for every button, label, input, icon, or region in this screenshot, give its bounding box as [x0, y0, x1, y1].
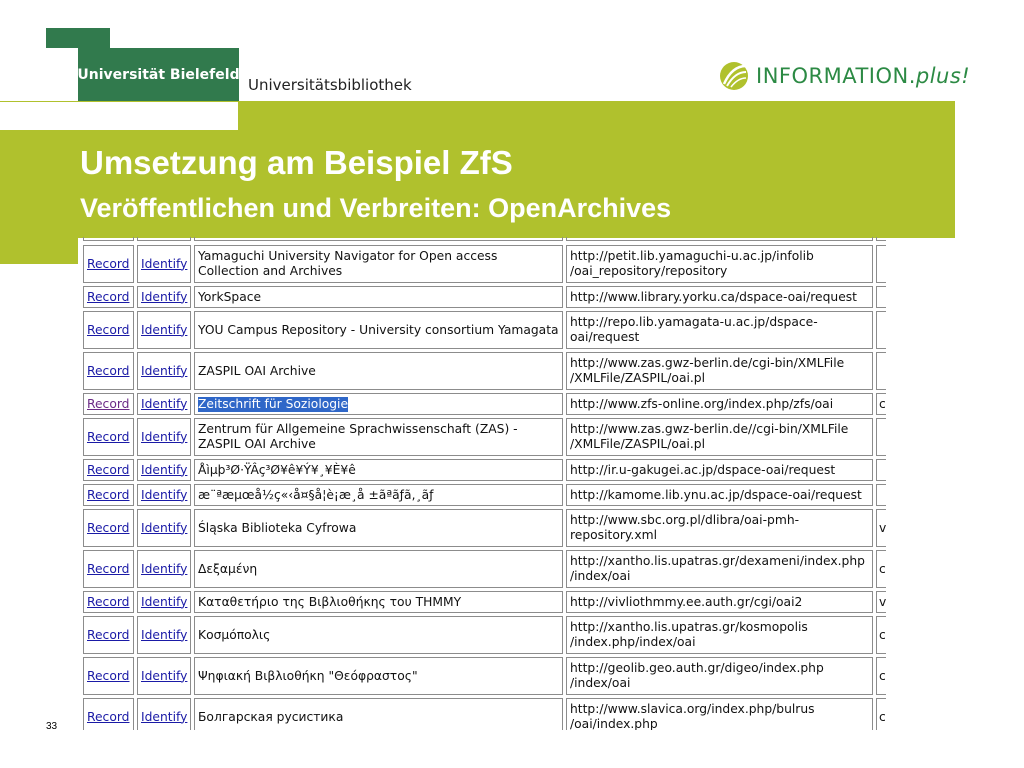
band-left-strip [0, 238, 78, 264]
extra-cell [876, 418, 886, 456]
extra-cell [876, 286, 886, 308]
repository-url: http://www.zfs-online.org/index.php/zfs/oai [566, 393, 873, 415]
repository-name: Yamaguchi University Navigator for Open access Collection and Archives [194, 245, 563, 283]
logo-white-strip [0, 102, 238, 130]
table-row [80, 311, 886, 349]
identify-link[interactable]: Identify [141, 289, 188, 304]
repository-url: http://www.sbc.org.pl/dlibra/oai-pmh-repository.xml [566, 509, 873, 547]
repository-url: http://vivliothmmy.ee.auth.gr/cgi/oai2 [566, 591, 873, 613]
table-row [80, 698, 886, 730]
repository-name: æ¨ªæµœå½ç«‹å¤§å¦è¡æ¸å ±ãªãƒã‚¸ãƒ [194, 484, 563, 506]
repository-name-selected[interactable]: Zeitschrift für Soziologie [198, 396, 349, 411]
repository-name: Δεξαμένη [194, 550, 563, 588]
repository-name: Zentrum für Allgemeine Sprachwissenschaft (ZAS) - ZASPIL OAI Archive [194, 418, 563, 456]
table-row [80, 591, 886, 613]
repository-name: Болгарская русистика [194, 698, 563, 730]
slide-title: Umsetzung am Beispiel ZfS [80, 144, 513, 181]
record-link[interactable]: Record [87, 256, 130, 271]
repository-table [80, 237, 886, 730]
identify-link[interactable]: Identify [141, 256, 188, 271]
identify-link[interactable]: Identify [141, 322, 188, 337]
repository-url: http://www.slavica.org/index.php/bulrus /oai/index.php [566, 698, 873, 730]
extra-cell: c [876, 616, 886, 654]
slide-subtitle: Veröffentlichen und Verbreiten: OpenArchives [80, 193, 672, 223]
extra-cell: v [876, 509, 886, 547]
brand-text: INFORMATION.plus! [756, 64, 971, 88]
extra-cell [876, 459, 886, 481]
repository-name: Καταθετήριο της Βιβλιοθήκης του ΤΗΜΜΥ [194, 591, 563, 613]
record-link[interactable]: Record [87, 487, 130, 502]
repository-url: http://petit.lib.yamaguchi-u.ac.jp/infolib /oai_repository/repository [566, 245, 873, 283]
repository-name: Śląska Biblioteka Cyfrowa [194, 509, 563, 547]
extra-cell: c [876, 698, 886, 730]
repository-url: http://www.zas.gwz-berlin.de//cgi-bin/XMLFile /XMLFile/ZASPIL/oai.pl [566, 418, 873, 456]
record-link[interactable]: Record [87, 594, 130, 609]
identify-link[interactable]: Identify [141, 396, 188, 411]
table-row [80, 484, 886, 506]
extra-cell [876, 245, 886, 283]
identify-link[interactable]: Identify [141, 462, 188, 477]
extra-cell: v [876, 591, 886, 613]
extra-cell [876, 311, 886, 349]
repository-url: http://repo.lib.yamagata-u.ac.jp/dspace-oai/request [566, 311, 873, 349]
identify-link[interactable]: Identify [141, 487, 188, 502]
identify-link[interactable]: Identify [141, 429, 188, 444]
record-link[interactable]: Record [87, 627, 130, 642]
table-row-highlighted [80, 393, 886, 415]
repository-url: http://xantho.lis.upatras.gr/kosmopolis /index.php/index/oai [566, 616, 873, 654]
repository-url: http://www.zas.gwz-berlin.de/cgi-bin/XMLFile /XMLFile/ZASPIL/oai.pl [566, 352, 873, 390]
extra-cell: c [876, 657, 886, 695]
library-name: Universitätsbibliothek [248, 76, 412, 94]
table-row [80, 657, 886, 695]
record-link[interactable]: Record [87, 462, 130, 477]
information-plus-logo [718, 56, 970, 96]
record-link[interactable]: Record [87, 520, 130, 535]
record-link[interactable]: Record [87, 396, 130, 411]
repository-name: Åìµþ³Ø·ŸÂç³Ø¥ê¥Ý¥¸¥È¥ê [194, 459, 563, 481]
extra-cell: c [876, 393, 886, 415]
repository-url: http://xantho.lis.upatras.gr/dexameni/index.php /index/oai [566, 550, 873, 588]
table-row [80, 352, 886, 390]
table-row [80, 286, 886, 308]
record-link[interactable]: Record [87, 561, 130, 576]
identify-link[interactable]: Identify [141, 520, 188, 535]
logo-accent-block [46, 28, 110, 48]
identify-link[interactable]: Identify [141, 561, 188, 576]
record-link[interactable]: Record [87, 709, 130, 724]
identify-link[interactable]: Identify [141, 363, 188, 378]
identify-link[interactable]: Identify [141, 709, 188, 724]
identify-link[interactable]: Identify [141, 668, 188, 683]
university-logo [78, 48, 239, 102]
repository-url: http://ir.u-gakugei.ac.jp/dspace-oai/request [566, 459, 873, 481]
extra-cell [876, 484, 886, 506]
identify-link[interactable]: Identify [141, 594, 188, 609]
repository-url: http://geolib.geo.auth.gr/digeo/index.php /index/oai [566, 657, 873, 695]
extra-cell: c [876, 550, 886, 588]
record-link[interactable]: Record [87, 289, 130, 304]
repository-url: http://kamome.lib.ynu.ac.jp/dspace-oai/request [566, 484, 873, 506]
extra-cell [876, 352, 886, 390]
table-row [80, 616, 886, 654]
repository-name: YorkSpace [194, 286, 563, 308]
university-name: Universität Bielefeld [77, 67, 240, 83]
page-number: 33 [46, 721, 58, 732]
table-row [80, 245, 886, 283]
record-link[interactable]: Record [87, 668, 130, 683]
table-row [80, 418, 886, 456]
repository-name: Ψηφιακή Βιβλιοθήκη "Θεόφραστος" [194, 657, 563, 695]
table-row [80, 459, 886, 481]
table-row [80, 550, 886, 588]
table-row-partial [80, 237, 886, 241]
record-link[interactable]: Record [87, 429, 130, 444]
repository-name: ZASPIL OAI Archive [194, 352, 563, 390]
repository-name: Κοσμόπολις [194, 616, 563, 654]
record-link[interactable]: Record [87, 322, 130, 337]
identify-link[interactable]: Identify [141, 627, 188, 642]
repository-name: YOU Campus Repository - University consortium Yamagata [194, 311, 563, 349]
table-row [80, 509, 886, 547]
leaf-icon [718, 60, 750, 92]
record-link[interactable]: Record [87, 363, 130, 378]
repository-url: http://www.library.yorku.ca/dspace-oai/request [566, 286, 873, 308]
